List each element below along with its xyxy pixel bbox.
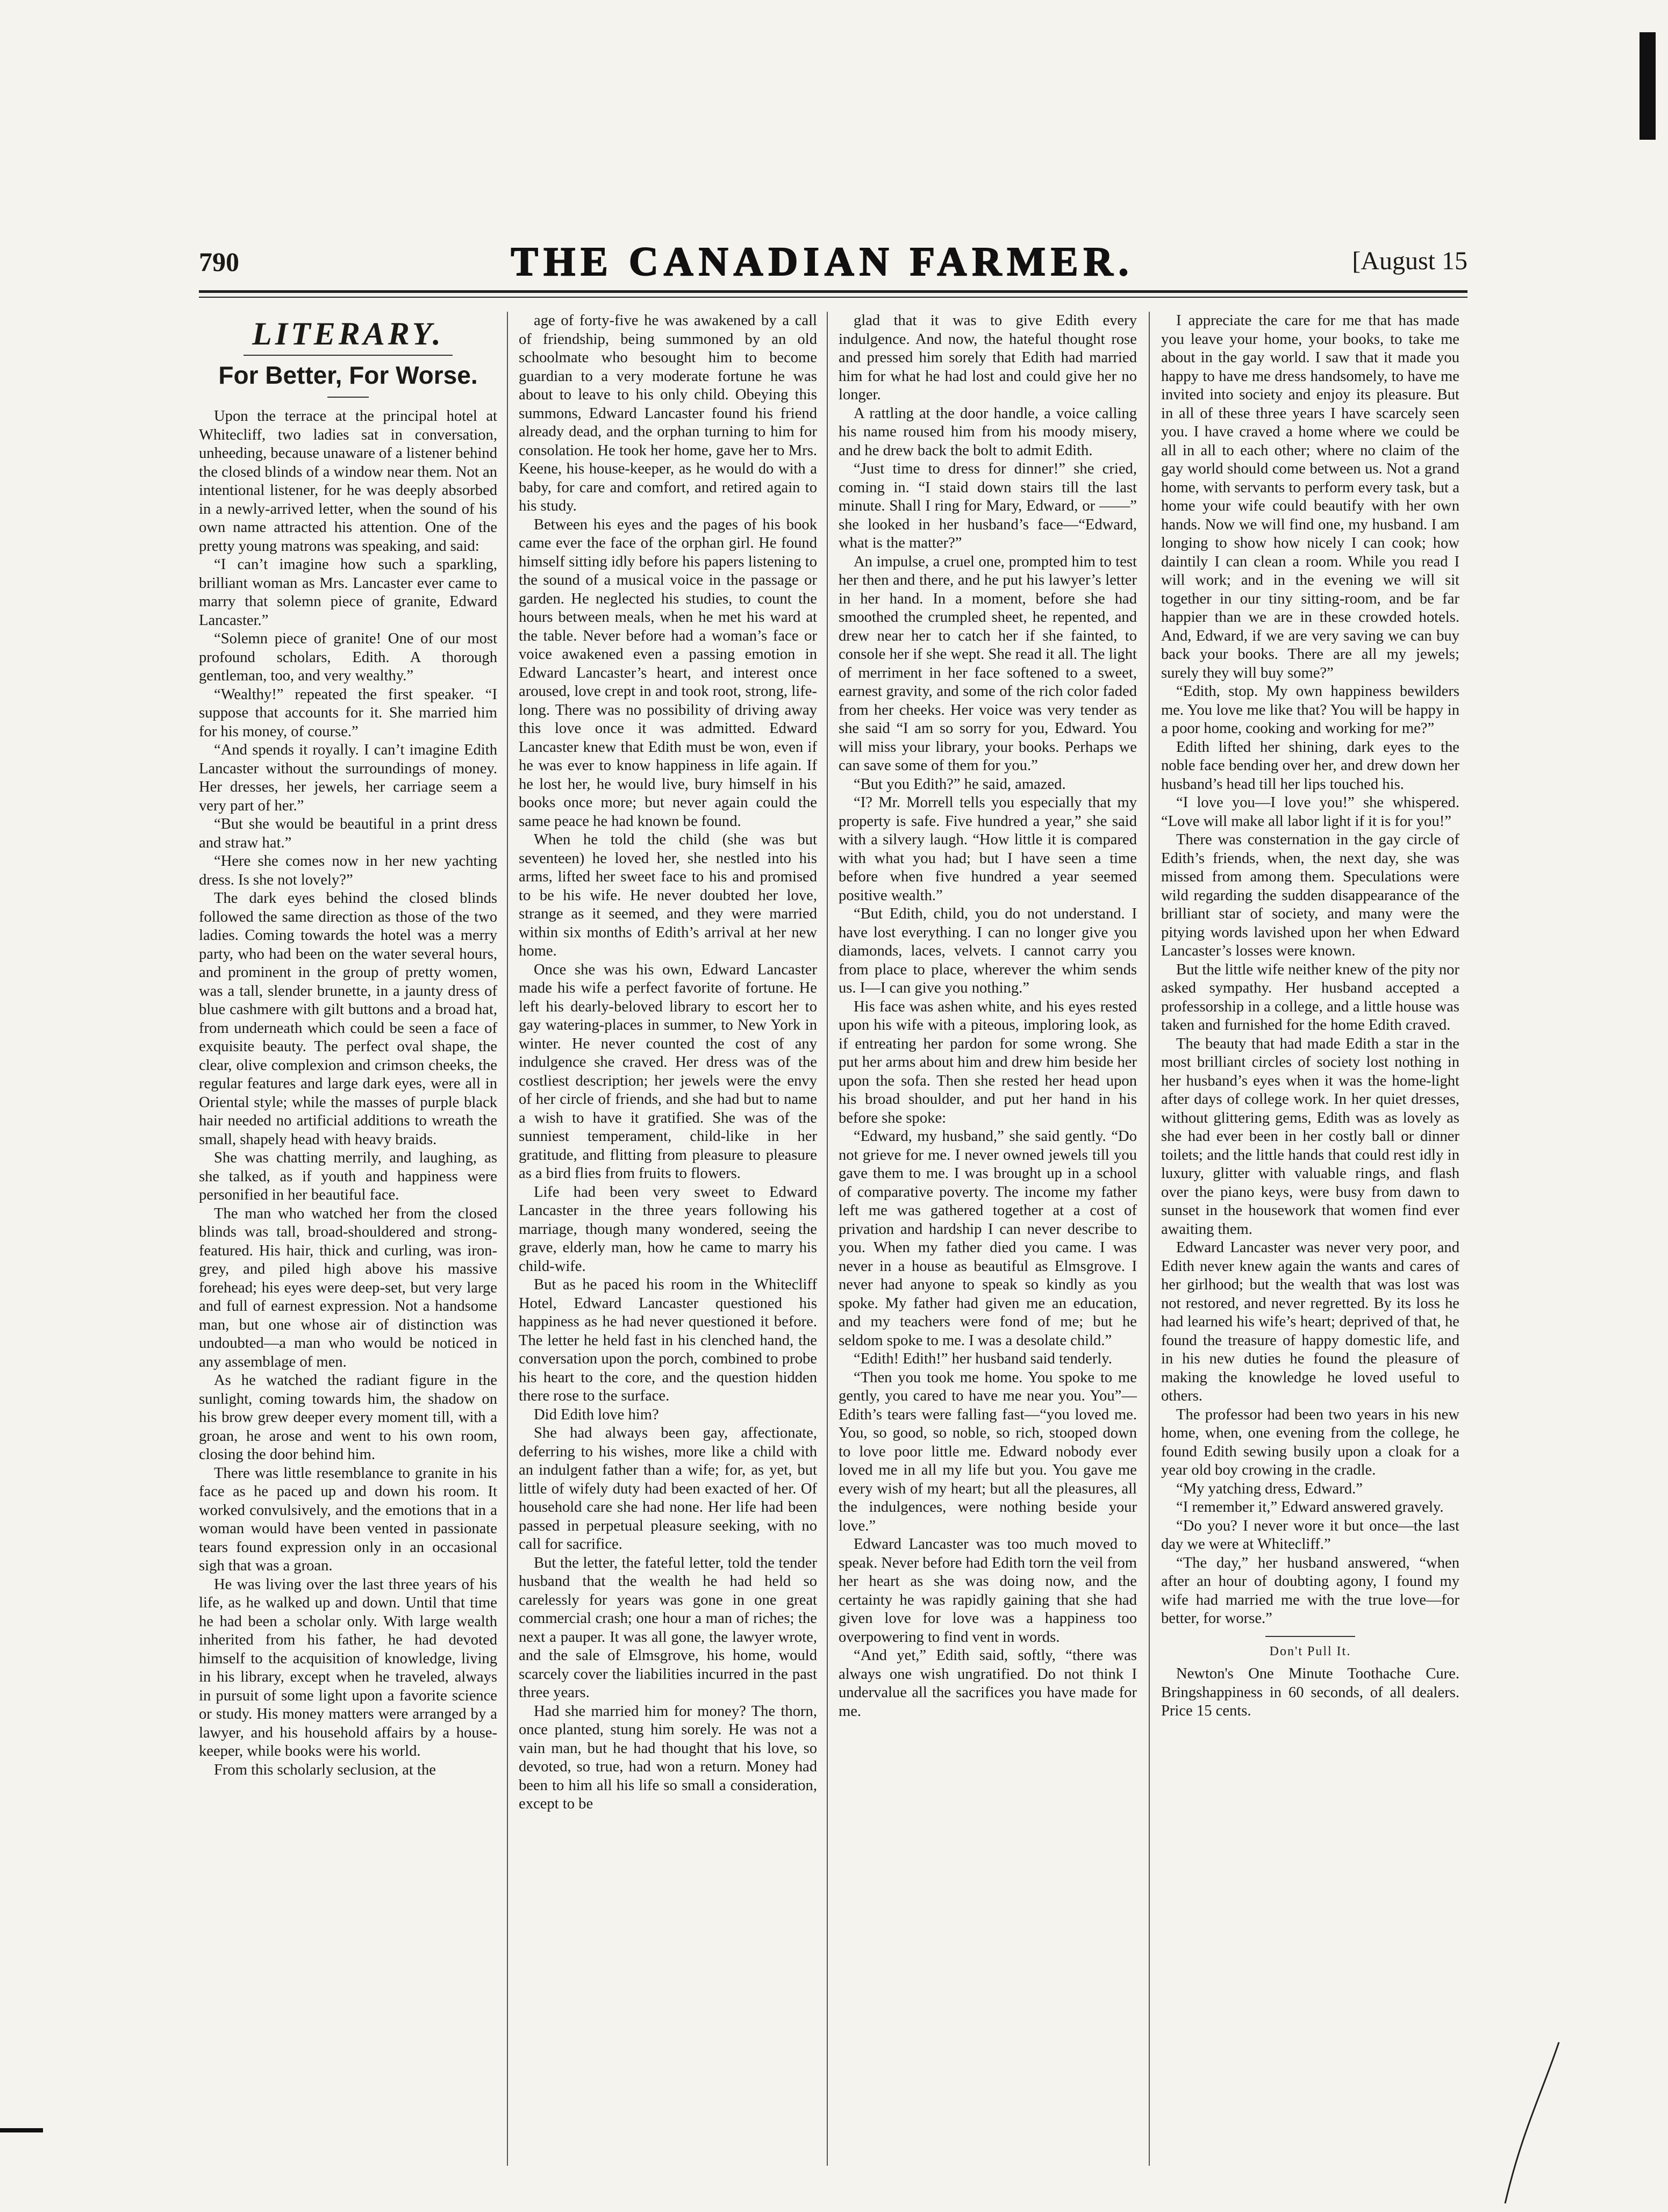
paragraph: His face was ashen white, and his eyes rested upon his wife with a piteous, imploring look, as if entreating her pardon for some wrong. She put her arms about him and drew him beside her upon the sofa. Then she rested her head upon his broad shoulder, and put her hand in his before she spoke: — [839, 998, 1137, 1126]
paragraph: But the letter, the fateful letter, told the tender husband that the wealth he had held so carelessly for years was gone in one great commercial crash; one hour a man of riches; the next a pauper. It was all gone, the lawyer wrote, and the sale of Elmsgrove, his home, would scarcely cover the liabilities incurred in the past three years. — [519, 1554, 817, 1701]
title-rule — [327, 397, 369, 398]
paragraph: “Do you? I never wore it but once—the last day we were at Whitecliff.” — [1161, 1517, 1459, 1553]
paragraph: “But Edith, child, you do not understand. I have lost everything. I can no longer give you diamonds, laces, velvets. I cannot carry you from place to place, wherever the whim sends us. I—I can give you nothing.” — [839, 906, 1137, 996]
paragraph: Upon the terrace at the principal hotel at Whitecliff, two ladies sat in conversation, unheeding, because unaware of a listener behind the closed blinds of a window near them. Not an intentional listener, for he was deeply absorbed in a newly-arrived letter, when the sound of his own name attracted his attention. One of the pretty young matrons was speaking, and said: — [199, 408, 497, 555]
paragraph: I appreciate the care for me that has made you leave your home, your books, to take me about in the gay world. I saw that it made you happy to have me dress handsomely, to have me invited into society and enjoy its pleasure. But in all of these three years I have scarcely seen you. I have craved a home where we could be all in all to each other; where no claim of the gay world should come between us. Not a grand home, with servants to perform every task, but a home your wife could beautify with her own hands. Now we will find one, my husband. I am longing to show how nicely I can cook; how daintily I can clean a room. While you read I will work; and in the evening we will sit together in our tiny sitting-room, and be far happier than we are in these crowded hotels. And, Edward, if we are very saving we can buy back your books. There are all my jewels; surely they will buy some?” — [1161, 312, 1459, 681]
paragraph: Life had been very sweet to Edward Lancaster in the three years following his marriage, though many wondered, seeing the grave, elderly man, how he came to marry his child-wife. — [519, 1183, 817, 1275]
paragraph: She had always been gay, affectionate, deferring to his wishes, more like a child with an indulgent father than a wife; for, as yet, but little of wifely duty had been exacted of her. Of household care she had none. Her life had been passed in perpetual pleasure seeking, with no call for sacrifice. — [519, 1425, 817, 1553]
masthead-rule — [199, 290, 1467, 293]
masthead — [199, 236, 1467, 285]
paragraph: The man who watched her from the closed blinds was tall, broad-shouldered and strong-featured. His hair, thick and curling, was iron-grey, and piled high above his massive forehead; his eyes were deep-set, but very large and full of earnest expression. Not a handsome man, but one whose air of distinction was undoubted—a man who would be noticed in any assemblage of men. — [199, 1205, 497, 1370]
paragraph: glad that it was to give Edith every indulgence. And now, the hateful thought rose and pressed him sorely that Edith had married him for what he had lost and could give her no longer. — [839, 312, 1137, 403]
column-body — [519, 312, 817, 1814]
paragraph: He was living over the last three years of his life, as he walked up and down. Until that time he had been a scholar only. With large wealth inherited from his father, he had devoted himself to the acquisition of knowledge, living in his library, except when he traveled, always in pursuit of some light upon a favorite science or study. His money matters were arranged by a lawyer, and his household affairs by a house-keeper, while books were his world. — [199, 1576, 497, 1759]
paragraph: “I remember it,” Edward answered gravely. — [1176, 1499, 1444, 1516]
paragraph: Edith lifted her shining, dark eyes to the noble face bending over her, and drew down her husband’s head till her lips touched his. — [1161, 738, 1459, 793]
paragraph: “Here she comes now in her new yachting dress. Is she not lovely?” — [199, 853, 497, 888]
paragraph: As he watched the radiant figure in the sunlight, coming towards him, the shadow on his brow grew deeper every moment till, with a groan, he arose and went to his own room, closing the door behind him. — [199, 1372, 497, 1463]
issue-date: [August 15 — [1352, 247, 1467, 275]
paragraph: When he told the child (she was but seventeen) he loved her, she nestled into his arms, lifted her sweet face to his and promised to be his wife. He never doubted her love, strange as it seemed, and they were married within six months of Edith’s arrival at her new home. — [519, 831, 817, 959]
paragraph: Once she was his own, Edward Lancaster made his wife a perfect favorite of fortune. He left his dearly-beloved library to escort her to gay watering-places in summer, to New York in winter. He never counted the cost of any indulgence she craved. Her dress was of the costliest description; her jewels were the envy of her circle of friends, and she had but to name a wish to have it gratified. She was of the sunniest temperament, child-like in her gratitude, and flitting from pleasure to pleasure as a bird flies from fruits to flowers. — [519, 961, 817, 1182]
paragraph: There was little resemblance to granite in his face as he paced up and down his room. It worked convulsively, and the emotions that in a woman would have been vented in passionate tears found expression only in an occasional sigh that was a groan. — [199, 1464, 497, 1574]
advertisement-rule — [1265, 1636, 1355, 1637]
paragraph: “Edith, stop. My own happiness bewilders me. You love me like that? You will be happy in a poor home, cooking and working for me?” — [1161, 683, 1459, 737]
paragraph: There was consternation in the gay circle of Edith’s friends, when, the next day, she was missed from among them. Speculations were wild regarding the sudden disappearance of the brilliant star of society, and many were the pitying words lavished upon her when Edward Lancaster’s losses were known. — [1161, 831, 1459, 959]
scan-edge-mark — [1640, 32, 1656, 140]
column-divider — [827, 312, 828, 2166]
paragraph: “Edith! Edith!” her husband said tenderly. — [854, 1351, 1112, 1367]
scan-edge-mark — [0, 2128, 43, 2132]
paragraph: Did Edith love him? — [534, 1406, 659, 1423]
text-column — [519, 312, 817, 2166]
text-column — [839, 312, 1137, 2166]
advertisement-body: Newton's One Minute Toothache Cure. Bringshappiness in 60 seconds, of all dealers. Price 15 cents. — [1161, 1665, 1459, 1719]
column-divider — [1149, 312, 1150, 2166]
paragraph: “And spends it royally. I can’t imagine Edith Lancaster without the surroundings of money. Her dresses, her jewels, her carriage seem a very part of her.” — [199, 742, 497, 814]
column-body — [839, 312, 1137, 1721]
paragraph: “But she would be beautiful in a print dress and straw hat.” — [199, 816, 497, 851]
paragraph: “I? Mr. Morrell tells you especially that my property is safe. Five hundred a year,” she said with a silvery laugh. “How little it is compared with what you had; but I have seen a time before when five hundred a year seemed positive wealth.” — [839, 794, 1137, 904]
section-rule — [244, 355, 453, 356]
paragraph: Edward Lancaster was too much moved to speak. Never before had Edith torn the veil from her heart as she was doing now, and the certainty he was rapidly gaining that she had given love for love was a happiness too overpowering to find vent in words. — [839, 1536, 1137, 1646]
paragraph: “Solemn piece of granite! One of our most profound scholars, Edith. A thorough gentleman, too, and very wealthy.” — [199, 630, 497, 684]
paragraph: “Edward, my husband,” she said gently. “Do not grieve for me. I never owned jewels till you gave them to me. I was brought up in a school of comparative poverty. The income my father left me was gathered together at a cost of privation and hardship I can never describe to you. When my father died you came. I was never in a house as beautiful as Elmsgrove. I never had anyone to speak so kindly as you spoke. My father had given me an education, and my teachers were fond of me; but he seldom spoke to me. I was a desolate child.” — [839, 1128, 1137, 1349]
masthead-rule — [199, 297, 1467, 298]
paragraph: “And yet,” Edith said, softly, “there was always one wish ungratified. Do not think I undervalue all the sacrifices you have made for me. — [839, 1647, 1137, 1720]
paragraph: From this scholarly seclusion, at the — [214, 1761, 436, 1778]
paragraph: Edward Lancaster was never very poor, and Edith never knew again the wants and cares of her girlhood; but the wealth that was lost was not restored, and never regretted. By its loss he had learned his wife’s heart; deprived of that, he found the treasure of happy domestic life, and in his new duties he found the pleasure of making the knowledge he loved useful to others. — [1161, 1239, 1459, 1404]
paragraph: “I can’t imagine how such a sparkling, brilliant woman as Mrs. Lancaster ever came to marry that solemn piece of granite, Edward Lancaster.” — [199, 556, 497, 629]
paragraph: But the little wife neither knew of the pity nor asked sympathy. Her husband accepted a professorship in a college, and a little house was taken and furnished for the home Edith craved. — [1161, 961, 1459, 1033]
paragraph: “But you Edith?” he said, amazed. — [854, 775, 1066, 793]
section-heading: LITERARY. — [252, 316, 444, 351]
advertisement-title: Don't Pull It. — [1269, 1644, 1351, 1658]
column-divider — [507, 312, 508, 2166]
paragraph: “Just time to dress for dinner!” she cried, coming in. “I staid down stairs till the last minute. Shall I ring for Mary, Edward, or ——” she looked in her husband’s face—“Edward, what is the matter?” — [839, 461, 1137, 551]
text-column — [199, 312, 497, 2166]
paragraph: The dark eyes behind the closed blinds followed the same direction as those of the two ladies. Coming towards the hotel was a merry party, who had been on the water several hours, and prominent in the group of pretty women, was a tall, slender brunette, in a jaunty dress of blue cashmere with gilt buttons and a broad hat, from underneath which could be seen a face of exquisite beauty. The perfect oval shape, the clear, olive complexion and crimson cheeks, the regular features and large dark eyes, were all in Oriental style; while the masses of purple black hair needed no artificial additions to wreath the small, shapely head with heavy braids. — [199, 890, 497, 1148]
paragraph: “Then you took me home. You spoke to me gently, you cared to have me near you. You”—Edith’s tears were falling fast—“you loved me. You, so good, so noble, so rich, stooped down to love poor little me. Edward nobody ever loved me in all my life but you. You gave me every wish of my heart; but all the pleasures, all the indulgences, were nothing beside your love.” — [839, 1369, 1137, 1534]
pen-stroke-mark — [1500, 2042, 1564, 2203]
paragraph: The beauty that had made Edith a star in the most brilliant circles of society lost nothing in her husband’s eyes when it was the home-light after days of college work. In her quiet dresses, without glittering gems, Edith was as lovely as she had ever been in her costly ball or dinner toilets; and the little hands that could rest idly in luxury, glitter with valuable rings, and flash over the piano keys, were busy from dawn to sunset in the housework that women find ever awaiting them. — [1161, 1035, 1459, 1238]
paragraph: A rattling at the door handle, a voice calling his name roused him from his moody misery, and he drew back the bolt to admit Edith. — [839, 405, 1137, 459]
paragraph: “My yatching dress, Edward.” — [1176, 1480, 1363, 1497]
column-body — [1161, 312, 1459, 1628]
paragraph: age of forty-five he was awakened by a call of friendship, being summoned by an old schoolmate who besought him to become guardian to a very moderate fortune he was about to leave to his only child. Obeying this summons, Edward Lancaster found his friend already dead, and the orphan turning to him for consolation. He took her home, gave her to Mrs. Keene, his house-keeper, as he would do with a baby, for care and comfort, and retired again to his study. — [519, 312, 817, 514]
paragraph: “The day,” her husband answered, “when after an hour of doubting agony, I found my wife had married me with the true love—for better, for worse.” — [1161, 1554, 1459, 1627]
column-body — [199, 407, 497, 1779]
story-title: For Better, For Worse. — [218, 361, 478, 389]
paragraph: An impulse, a cruel one, prompted him to test her then and there, and he put his lawyer’s letter in her hand. In a moment, before she had smoothed the crumpled sheet, he repented, and drew near her to catch her if she fainted, to console her if she wept. She read it all. The light of merriment in her face softened to a sweet, earnest gravity, and some of the rich color faded from her cheeks. Her voice was very tender as she said “I am so sorry for you, Edward. You will miss your library, your books. Perhaps we can save some of them for you.” — [839, 553, 1137, 774]
paragraph: “Wealthy!” repeated the first speaker. “I suppose that accounts for it. She married him for his money, of course.” — [199, 686, 497, 740]
paragraph: “I love you—I love you!” she whispered. “Love will make all labor light if it is for you!” — [1161, 794, 1459, 830]
text-column — [1161, 312, 1459, 2166]
paragraph: Between his eyes and the pages of his book came ever the face of the orphan girl. He found himself sitting idly before his papers listening to the sound of a musical voice in the passage or garden. He neglected his studies, to count the hours between meals, when he met his ward at the table. Never before had a woman’s face or voice awakened even a passing emotion in Edward Lancaster’s heart, and interest once aroused, love crept in and took root, strong, life-long. There was no possibility of driving away this love once it was admitted. Edward Lancaster knew that Edith must be won, even if he was ever to know happiness in life again. If he lost her, he would live, bury himself in his books once more; but never again could the same peace he had known be found. — [519, 516, 817, 830]
paragraph: But as he paced his room in the Whitecliff Hotel, Edward Lancaster questioned his happiness as he had never questioned it before. The letter he held fast in his clenched hand, the conversation upon the porch, combined to probe his heart to the core, and the question hidden there rose to the surface. — [519, 1276, 817, 1404]
paragraph: Had she married him for money? The thorn, once planted, stung him sorely. He was not a vain man, but he had thought that his love, so devoted, so true, had won a return. Money had been to him all his life so small a consideration, except to be — [519, 1703, 817, 1812]
paragraph: The professor had been two years in his new home, when, one evening from the college, he found Edith sewing busily upon a cloak for a year old boy crowing in the cradle. — [1161, 1406, 1459, 1478]
page-number: 790 — [199, 247, 239, 277]
newspaper-title: THE CANADIAN FARMER. — [511, 239, 1134, 284]
paragraph: She was chatting merrily, and laughing, as she talked, as if youth and happiness were personified in her beautiful face. — [199, 1150, 497, 1203]
